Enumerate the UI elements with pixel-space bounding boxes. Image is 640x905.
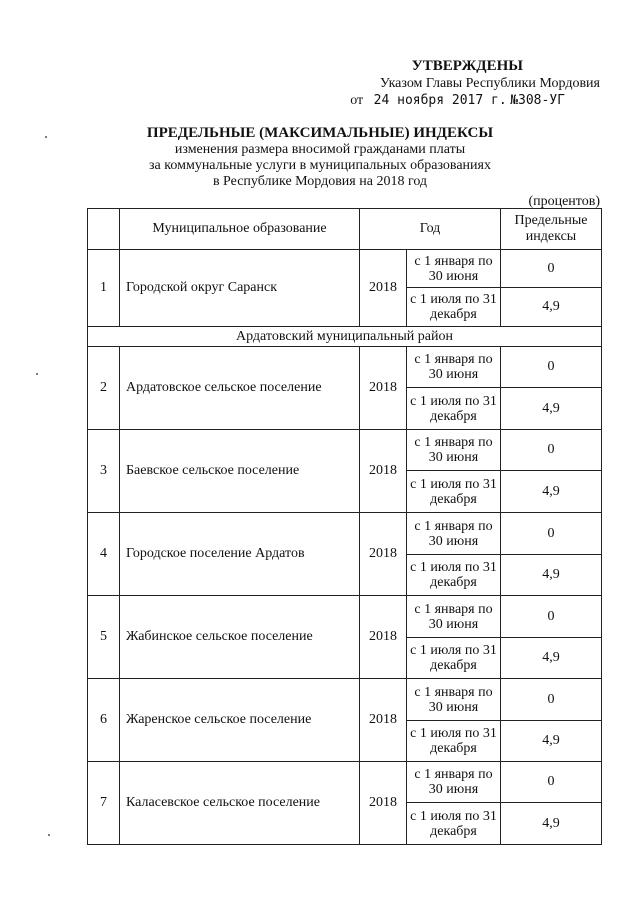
- row-index-first-half: 0: [501, 679, 602, 721]
- row-municipality: Городской округ Саранск: [120, 250, 360, 327]
- row-index-first-half: 0: [501, 596, 602, 638]
- row-index-second-half: 4,9: [501, 388, 602, 430]
- row-year: 2018: [360, 430, 407, 513]
- row-index-first-half: 0: [501, 347, 602, 388]
- row-period-second-half: с 1 июля по 31 декабря: [407, 803, 501, 845]
- approval-title: УТВЕРЖДЕНЫ: [411, 58, 523, 74]
- row-period-first-half: с 1 января по 30 июня: [407, 347, 501, 388]
- row-index-second-half: 4,9: [501, 471, 602, 513]
- document-heading: [100, 124, 540, 190]
- approval-decree: Указом Главы Республики Мордовия: [379, 76, 600, 91]
- row-municipality: Жаренское сельское поселение: [120, 679, 360, 762]
- table-row: [88, 513, 602, 555]
- approval-date-prefix: от: [350, 93, 364, 108]
- header-year: Год: [360, 209, 501, 250]
- row-period-first-half: с 1 января по 30 июня: [407, 679, 501, 721]
- approval-block: [280, 57, 600, 109]
- row-index-second-half: 4,9: [501, 555, 602, 596]
- row-period-second-half: с 1 июля по 31 декабря: [407, 471, 501, 513]
- row-index-second-half: 4,9: [501, 638, 602, 679]
- row-period-second-half: с 1 июля по 31 декабря: [407, 638, 501, 679]
- row-year: 2018: [360, 513, 407, 596]
- row-year: 2018: [360, 762, 407, 845]
- row-period-first-half: с 1 января по 30 июня: [407, 596, 501, 638]
- row-number: 4: [88, 513, 120, 596]
- row-municipality: Баевское сельское поселение: [120, 430, 360, 513]
- row-year: 2018: [360, 250, 407, 327]
- row-period-second-half: с 1 июля по 31 декабря: [407, 555, 501, 596]
- table-row: [88, 347, 602, 388]
- row-year: 2018: [360, 679, 407, 762]
- table-header-row: [88, 209, 602, 250]
- indices-table: [87, 208, 602, 845]
- row-municipality: Жабинское сельское поселение: [120, 596, 360, 679]
- table-row: [88, 679, 602, 721]
- row-number: 7: [88, 762, 120, 845]
- table-row: [88, 430, 602, 471]
- document-subtitle-3: в Республике Мордовия на 2018 год: [212, 174, 428, 189]
- unit-label: (процентов): [528, 194, 600, 209]
- row-index-second-half: 4,9: [501, 288, 602, 327]
- approval-date: 24 ноября 2017 г.: [373, 93, 507, 108]
- document-subtitle-1: изменения размера вносимой гражданами платы: [174, 142, 466, 157]
- header-num: [88, 209, 120, 250]
- row-index-first-half: 0: [501, 762, 602, 803]
- row-index-first-half: 0: [501, 250, 602, 288]
- header-indices: Предельные индексы: [501, 209, 602, 250]
- row-period-first-half: с 1 января по 30 июня: [407, 513, 501, 555]
- row-period-second-half: с 1 июля по 31 декабря: [407, 388, 501, 430]
- row-index-first-half: 0: [501, 513, 602, 555]
- district-name: Ардатовский муниципальный район: [88, 327, 602, 347]
- row-year: 2018: [360, 596, 407, 679]
- row-period-second-half: с 1 июля по 31 декабря: [407, 721, 501, 762]
- row-period-second-half: с 1 июля по 31 декабря: [407, 288, 501, 327]
- table-row: [88, 596, 602, 638]
- approval-number: №308-УГ: [510, 93, 565, 108]
- row-index-second-half: 4,9: [501, 803, 602, 845]
- document-subtitle-2: за коммунальные услуги в муниципальных образованиях: [149, 158, 491, 173]
- row-index-second-half: 4,9: [501, 721, 602, 762]
- row-index-first-half: 0: [501, 430, 602, 471]
- row-municipality: Каласевское сельское поселение: [120, 762, 360, 845]
- row-number: 1: [88, 250, 120, 327]
- header-municipality: Муниципальное образование: [120, 209, 360, 250]
- row-municipality: Городское поселение Ардатов: [120, 513, 360, 596]
- row-number: 6: [88, 679, 120, 762]
- table-row: [88, 762, 602, 803]
- row-year: 2018: [360, 347, 407, 430]
- row-number: 5: [88, 596, 120, 679]
- row-number: 2: [88, 347, 120, 430]
- document-title: ПРЕДЕЛЬНЫЕ (МАКСИМАЛЬНЫЕ) ИНДЕКСЫ: [146, 125, 494, 141]
- row-municipality: Ардатовское сельское поселение: [120, 347, 360, 430]
- approval-date-line: [280, 92, 600, 109]
- row-period-first-half: с 1 января по 30 июня: [407, 430, 501, 471]
- district-row: [88, 327, 602, 347]
- row-period-first-half: с 1 января по 30 июня: [407, 250, 501, 288]
- row-number: 3: [88, 430, 120, 513]
- table-row: [88, 250, 602, 288]
- row-period-first-half: с 1 января по 30 июня: [407, 762, 501, 803]
